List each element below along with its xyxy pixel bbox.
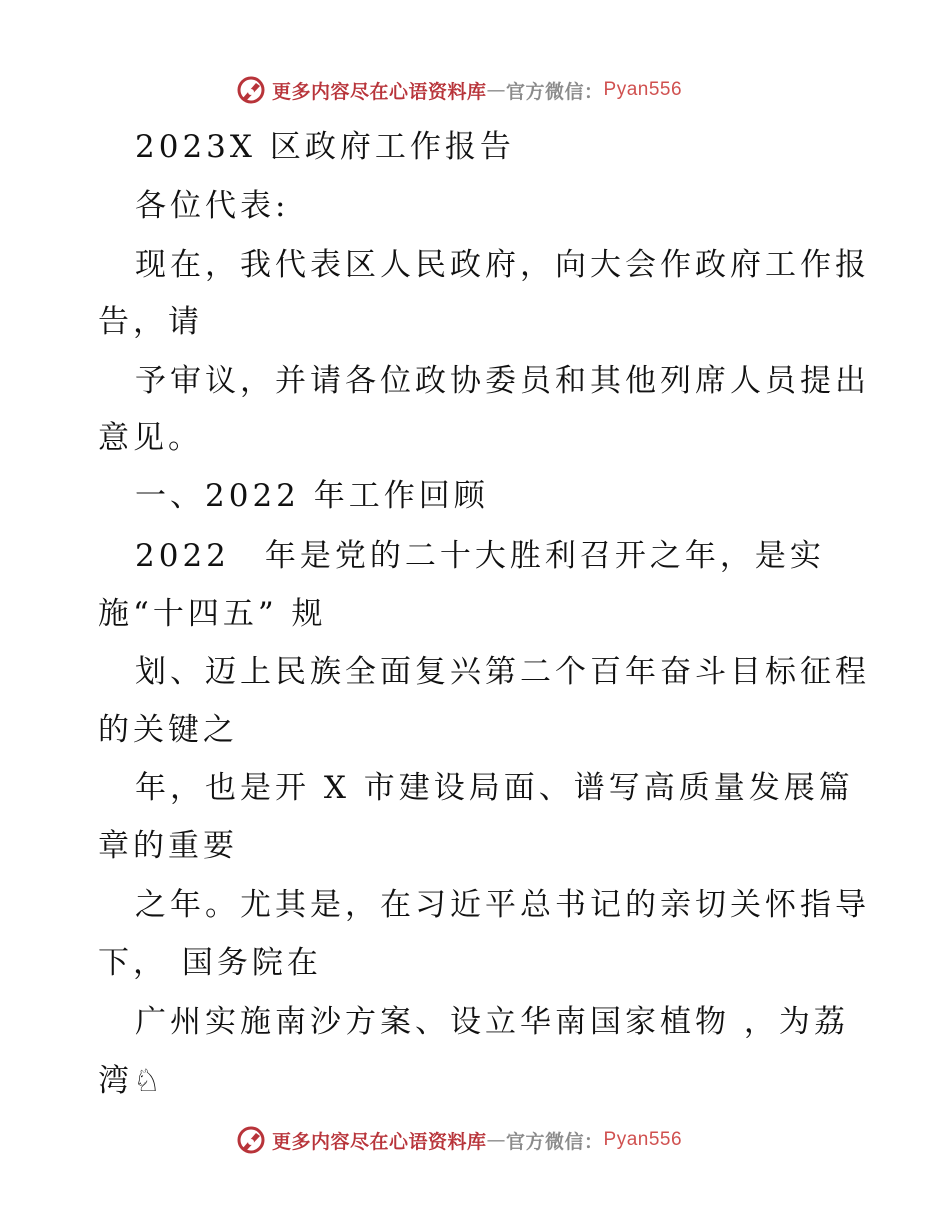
watermark-wechat-label: 官方微信： [506,80,604,103]
paragraph-line: 施“十四五” 规 [98,596,327,632]
watermark-site-name: 更多内容尽在心语资料库 [272,80,487,103]
paragraph-line: 划、迈上民族全面复兴第二个百年奋斗目标征程 [135,654,870,690]
paragraph-line: 湾♘ [98,1063,165,1099]
watermark-dash: — [486,1129,507,1151]
document-title: 2023X 区政府工作报告 [135,129,515,165]
watermark-wechat-id: Pyan556 [603,79,683,100]
paragraph-line: 年，也是开 X 市建设局面、谱写高质量发展篇 [135,770,854,806]
salutation: 各位代表: [135,188,290,224]
paragraph-line: 广州实施南沙方案、设立华南国家植物 ，为荔 [135,1004,849,1040]
paragraph-line: 告，请 [98,304,203,340]
paragraph-line: 下， 国务院在 [98,945,322,981]
paragraph-line: 之年。尤其是，在习近平总书记的亲切关怀指导 [135,887,870,923]
watermark-dash: — [486,79,507,101]
pen-logo-icon [236,1125,266,1155]
paragraph-line: 意见。 [98,420,203,456]
footer-watermark [236,1123,682,1157]
watermark-wechat-label: 官方微信： [506,1130,604,1153]
paragraph-line: 现在，我代表区人民政府，向大会作政府工作报 [135,247,870,283]
header-watermark [236,73,682,107]
pen-logo-icon [236,75,266,105]
paragraph-line: 章的重要 [98,828,238,864]
paragraph-line: 2022 年是党的二十大胜利召开之年，是实 [135,538,825,574]
watermark-wechat-id: Pyan556 [603,1129,683,1150]
paragraph-line: 的关键之 [98,712,238,748]
section-heading: 一、2022 年工作回顾 [135,478,489,514]
watermark-site-name: 更多内容尽在心语资料库 [272,1130,487,1153]
paragraph-line: 予审议，并请各位政协委员和其他列席人员提出 [135,363,870,399]
